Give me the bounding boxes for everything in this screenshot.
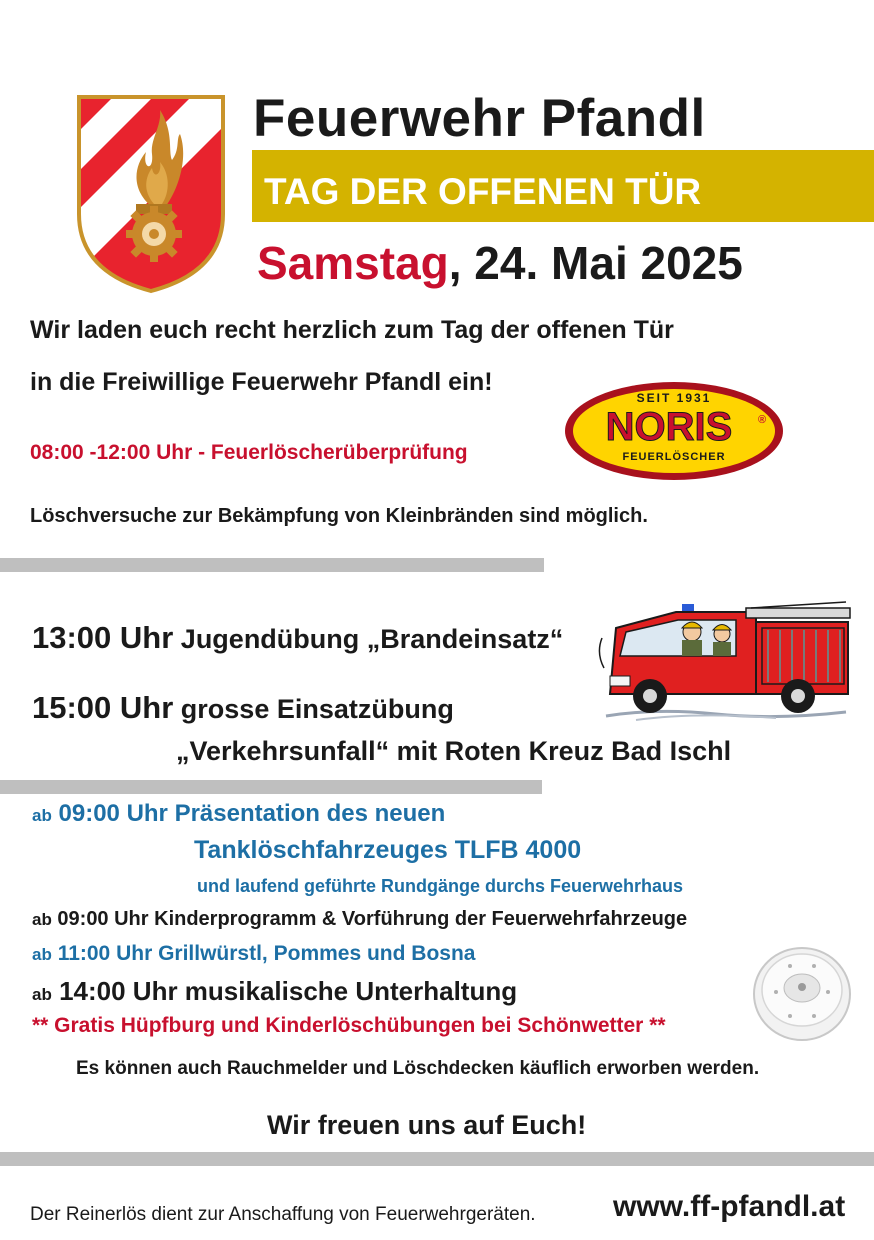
main-exercise-line — [32, 690, 454, 726]
divider-1 — [0, 558, 544, 572]
intro-line-2: in die Freiwillige Feuerwehr Pfandl ein! — [30, 368, 493, 396]
main-exercise-continued: „Verkehrsunfall“ mit Roten Kreuz Bad Ischl — [176, 736, 732, 766]
noris-registered-mark: ® — [757, 414, 767, 426]
youth-exercise-text: Jugendübung „Brandeinsatz“ — [173, 624, 564, 654]
footer-website-link[interactable]: www.ff-pfandl.at — [613, 1190, 846, 1223]
main-exercise-time: 15:00 Uhr — [32, 690, 174, 725]
noris-since-text: SEIT 1931 — [636, 391, 712, 405]
smoke-detector-illustration — [752, 942, 852, 1042]
event-date — [257, 236, 743, 290]
youth-exercise-time: 13:00 Uhr — [32, 620, 174, 655]
noris-name-text: NORIS — [605, 405, 733, 449]
noris-subtitle-text: FEUERLÖSCHER — [622, 451, 726, 463]
noris-logo — [563, 380, 785, 482]
extinguishing-trial-note: Löschversuche zur Bekämpfung von Kleinbränden sind möglich. — [30, 505, 648, 527]
presentation-prefix: ab — [32, 806, 52, 825]
music-prefix: ab — [32, 985, 52, 1004]
intro-line-1: Wir laden euch recht herzlich zum Tag der offenen Tür — [30, 316, 674, 344]
music-time: 14:00 Uhr — [59, 976, 178, 1006]
divider-2 — [0, 780, 542, 794]
extinguisher-check-line — [30, 441, 468, 465]
food-prefix: ab — [32, 945, 52, 964]
divider-3 — [0, 1152, 874, 1166]
presentation-line — [32, 800, 445, 828]
closing-line: Wir freuen uns auf Euch! — [267, 1110, 587, 1140]
page-title: Feuerwehr Pfandl — [253, 89, 706, 148]
kids-program-line — [32, 908, 687, 931]
kids-program-text: Kinderprogramm & Vorführung der Feuerwehrfahrzeuge — [148, 908, 688, 930]
kids-program-time: 09:00 Uhr — [57, 908, 149, 930]
bouncy-castle-line: ** Gratis Hüpfburg und Kinderlöschübungen bei Schönwetter ** — [32, 1014, 666, 1037]
purchase-note: Es können auch Rauchmelder und Löschdecken käuflich erworben werden. — [76, 1058, 760, 1079]
main-exercise-text: grosse Einsatzübung — [173, 694, 454, 724]
extinguisher-check-activity: Feuerlöscherüberprüfung — [210, 441, 468, 464]
music-text: musikalische Unterhaltung — [177, 976, 518, 1006]
presentation-time: 09:00 Uhr — [58, 800, 168, 827]
youth-exercise-line — [32, 620, 563, 656]
food-time: 11:00 Uhr — [57, 942, 153, 965]
footer-proceeds-note: Der Reinerlös dient zur Anschaffung von Feuerwehrgeräten. — [30, 1204, 536, 1225]
kids-program-prefix: ab — [32, 910, 52, 929]
presentation-text: Präsentation des neuen — [167, 800, 446, 827]
food-line — [32, 942, 475, 966]
event-banner-text: TAG DER OFFENEN TÜR — [264, 171, 702, 212]
event-banner — [252, 150, 874, 222]
event-date-day: Samstag — [257, 237, 449, 289]
food-text: Grillwürstl, Pommes und Bosna — [152, 942, 476, 965]
extinguisher-check-time: 08:00 -12:00 Uhr - — [30, 441, 211, 464]
fire-truck-illustration — [596, 598, 858, 722]
presentation-vehicle: Tanklöschfahrzeuges TLFB 4000 — [194, 836, 582, 864]
music-line — [32, 976, 517, 1007]
fire-brigade-crest-logo — [76, 94, 226, 294]
event-date-rest: , 24. Mai 2025 — [448, 237, 743, 289]
tours-line: und laufend geführte Rundgänge durchs Feuerwehrhaus — [197, 876, 684, 896]
